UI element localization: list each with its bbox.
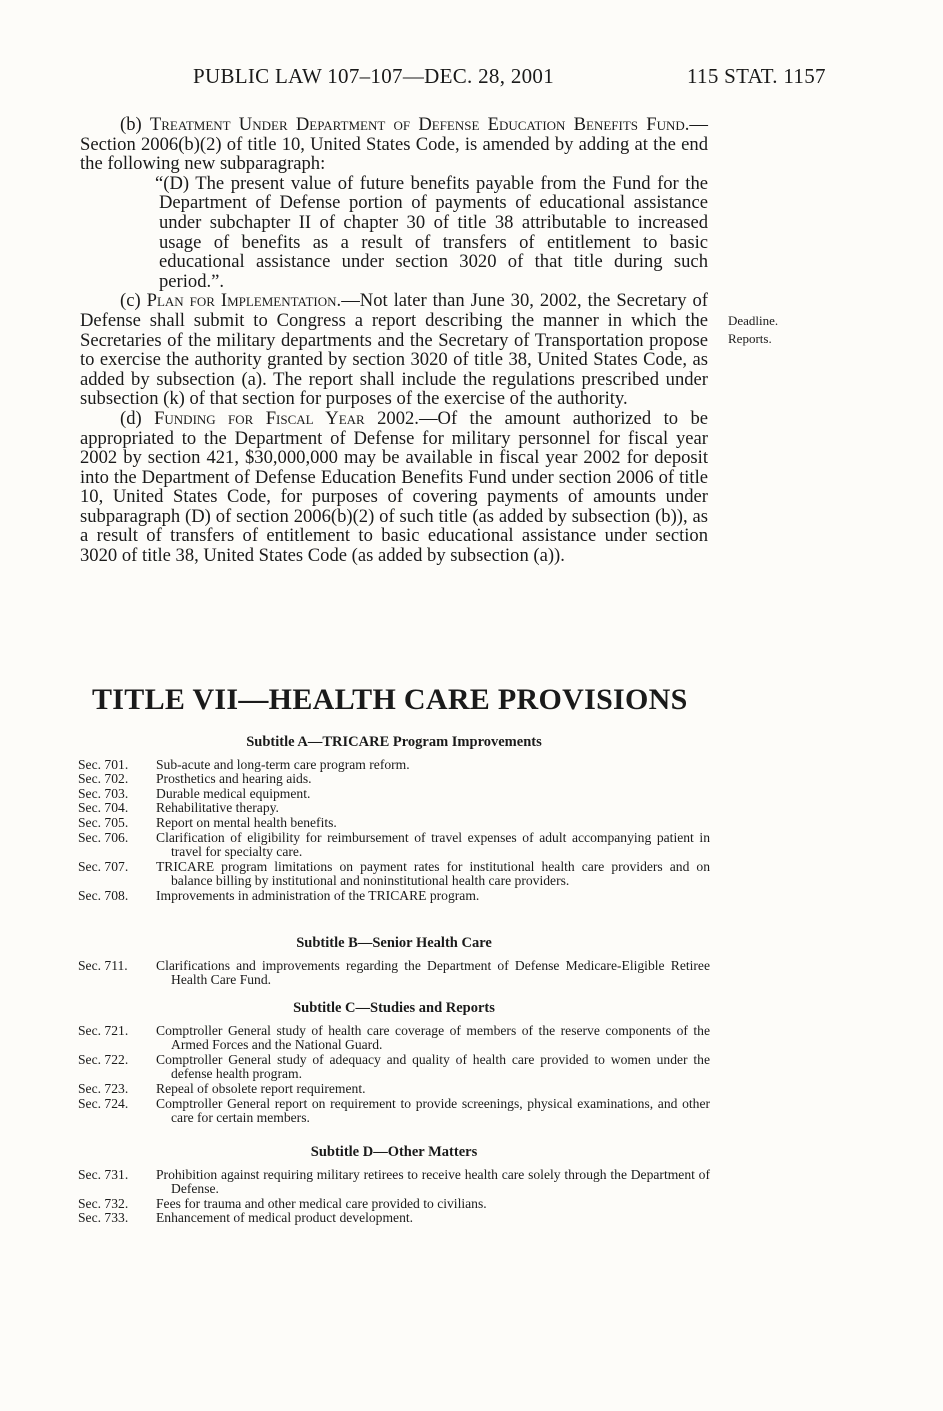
toc-entry: Sec. 702. Prosthetics and hearing aids. xyxy=(78,771,312,787)
subsection-c: (c) Plan for Implementation.—Not later than June 30, 2002, the Secretary of Defense shall submit to Congress a report describing the manner in which the Secretaries of the military departments and the Secretary of Transportation propose to exercise the authority granted by section 3020 of title 38, United States Code, as added by subsection (a). The report shall include the regulations prescribed under subsection (k) of that section for purposes of the exercise of the authority. xyxy=(80,290,708,410)
statute-body xyxy=(80,115,708,566)
margin-note-deadline: Deadline. xyxy=(728,313,779,328)
quoted-subparagraph-d: “(D) The present value of future benefits payable from the Fund for the Department of Defense portion of payments of educational assistance under subchapter II of chapter 30 of title 38 attributable to increased usage of benefits as a result of transfers of entitlement to basic educational assistance under section 3020 of that title during such period.”. xyxy=(155,172,708,292)
subsection-b-heading: Treatment Under Department of Defense Education Benefits Fund. xyxy=(149,114,690,135)
toc-subtitle-a xyxy=(78,735,710,904)
stat-page-number: 115 STAT. 1157 xyxy=(687,64,826,88)
toc-subtitle-d xyxy=(78,1145,710,1226)
subtitle-heading: Subtitle D—Other Matters xyxy=(310,1144,478,1160)
toc-entry: Sec. 732. Fees for trauma and other medical care provided to civilians. xyxy=(78,1195,487,1211)
toc-subtitle-c xyxy=(78,1001,710,1126)
subsection-b: (b) Treatment Under Department of Defense Education Benefits Fund.—Section 2006(b)(2) of title 10, United States Code, is amended by adding at the end the following new subparagraph: xyxy=(80,114,708,175)
toc-entry: Sec. 723. Repeal of obsolete report requirement. xyxy=(78,1080,366,1096)
toc-entry: Sec. 711. Clarifications and improvements regarding the Department of Defense Medicare-Eligible Retiree Health Care Fund. xyxy=(78,957,710,988)
toc-entry: Sec. 733. Enhancement of medical product development. xyxy=(78,1210,414,1226)
toc-entry: Sec. 707. TRICARE program limitations on payment rates for institutional health care providers and on balance billing by institutional and noninstitutional health care providers. xyxy=(78,858,710,889)
toc-entry: Sec. 701. Sub-acute and long-term care program reform. xyxy=(78,756,410,772)
toc-entry: Sec. 704. Rehabilitative therapy. xyxy=(78,800,279,816)
toc-entry: Sec. 721. Comptroller General study of health care coverage of members of the reserve components of the Armed Forces and the National Guard. xyxy=(78,1022,710,1053)
subtitle-heading: Subtitle B—Senior Health Care xyxy=(296,935,492,951)
margin-note-reports: Reports. xyxy=(728,331,772,346)
subtitle-heading: Subtitle C—Studies and Reports xyxy=(293,1000,495,1016)
subsection-d: (d) Funding for Fiscal Year 2002.—Of the amount authorized to be appropriated to the Department of Defense for military personnel for fiscal year 2002 by section 421, $30,000,000 may be available in fiscal year 2002 for deposit into the Department of Defense Education Benefits Fund under section 2006 of title 10, United States Code, for purposes of covering payments of amounts under subparagraph (D) of section 2006(b)(2) of such title (as added by subsection (b)), as a result of transfers of entitlement to basic educational assistance under section 3020 of title 38, United States Code (as added by subsection (a)). xyxy=(80,407,708,567)
toc-entry: Sec. 705. Report on mental health benefits. xyxy=(78,814,337,830)
subsection-c-heading: Plan for Implementation. xyxy=(146,290,342,312)
subtitle-heading: Subtitle A—TRICARE Program Improvements xyxy=(246,734,542,750)
toc-subtitle-b xyxy=(78,936,710,988)
toc-entry: Sec. 724. Comptroller General report on requirement to provide screenings, physical examinations, and other care for certain members. xyxy=(78,1095,710,1126)
toc-entry: Sec. 731. Prohibition against requiring military retirees to receive health care solely through the Department of Defense. xyxy=(78,1166,710,1197)
subsection-d-heading: Funding for Fiscal Year 2002. xyxy=(154,407,419,429)
toc-entry: Sec. 703. Durable medical equipment. xyxy=(78,785,311,801)
toc-entry: Sec. 722. Comptroller General study of adequacy and quality of health care provided to women under the defense health program. xyxy=(78,1051,710,1082)
running-header xyxy=(0,64,943,92)
margin-notes xyxy=(728,312,808,348)
title-heading: TITLE VII—HEALTH CARE PROVISIONS xyxy=(92,683,688,716)
running-head: PUBLIC LAW 107–107—DEC. 28, 2001 xyxy=(193,64,555,88)
toc-entry: Sec. 706. Clarification of eligibility for reimbursement of travel expenses of adult accompanying patient in travel for specialty care. xyxy=(78,829,710,860)
toc-entry: Sec. 708. Improvements in administration of the TRICARE program. xyxy=(78,887,480,903)
